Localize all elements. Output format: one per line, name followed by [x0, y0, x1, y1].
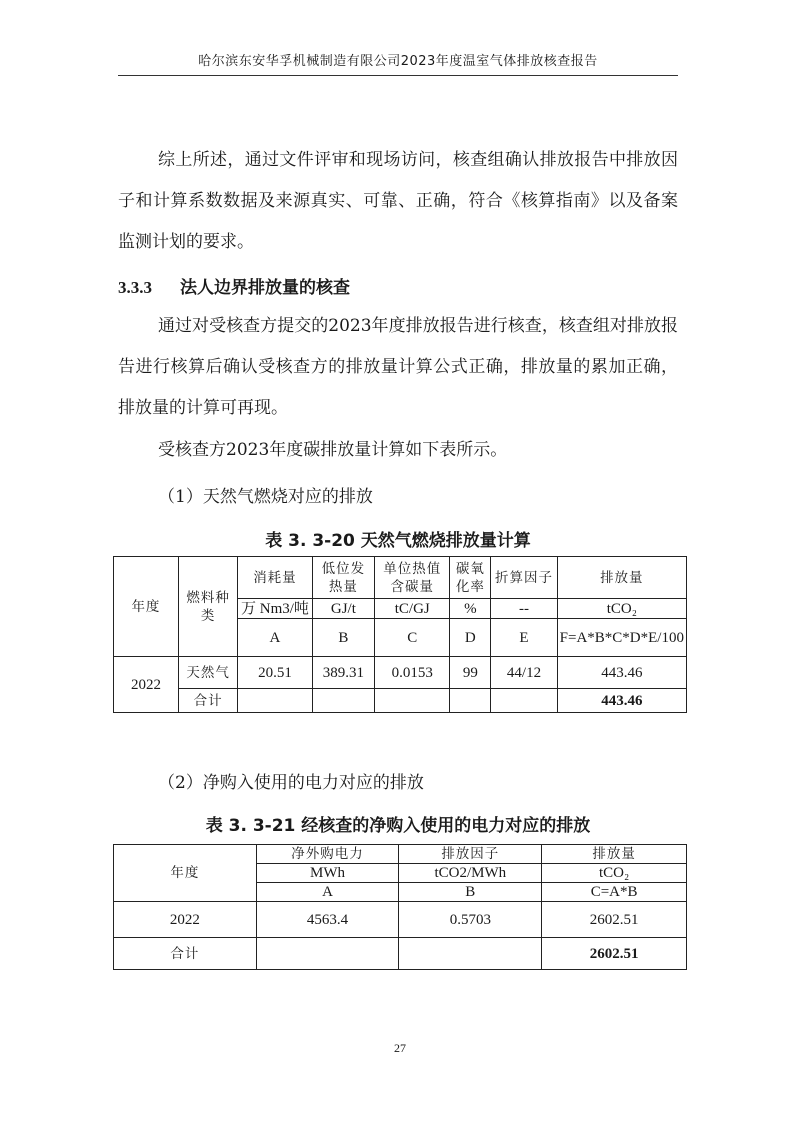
- page-header: 哈尔滨东安华孚机械制造有限公司2023年度温室气体排放核查报告: [198, 54, 598, 69]
- col-code: B: [399, 883, 542, 902]
- col-code: A: [256, 883, 399, 902]
- col-unit: tCO₂: [542, 864, 687, 883]
- col-code: C: [375, 619, 450, 657]
- row-value: 0.5703: [399, 902, 542, 938]
- col-code: F=A*B*C*D*E/100: [557, 619, 686, 657]
- col-code: B: [312, 619, 375, 657]
- empty-cell: [312, 689, 375, 713]
- total-label: 合计: [178, 689, 237, 713]
- empty-cell: [256, 938, 399, 970]
- col-unit: --: [491, 599, 557, 619]
- year-header: 年度: [114, 845, 257, 902]
- electricity-table: [113, 844, 687, 970]
- col-label: 排放因子: [399, 845, 542, 864]
- col-label: 低位发热量: [312, 557, 375, 599]
- empty-cell: [450, 689, 491, 713]
- col-label: 净外购电力: [256, 845, 399, 864]
- row-value: 0.0153: [375, 657, 450, 689]
- col-label: 消耗量: [238, 557, 312, 599]
- page-number: 27: [394, 1041, 406, 1055]
- row-year: 2022: [114, 902, 257, 938]
- row-value: 99: [450, 657, 491, 689]
- col-code: E: [491, 619, 557, 657]
- row-value: 2602.51: [542, 902, 687, 938]
- col-unit: tCO2/MWh: [399, 864, 542, 883]
- total-row: [114, 938, 687, 970]
- fuel-header: 燃料种类: [178, 557, 237, 657]
- col-code: A: [238, 619, 312, 657]
- col-code: D: [450, 619, 491, 657]
- section-number: 3.3.3: [118, 278, 152, 297]
- section-heading: [118, 273, 350, 298]
- paragraph-verification: 通过对受核查方提交的2023年度排放报告进行核查，核查组对排放报告进行核算后确认受核查方的排放量计算公式正确，排放量的累加正确，排放量的计算可再现。: [118, 316, 678, 418]
- subheading-natural-gas: （1）天然气燃烧对应的排放: [158, 487, 373, 507]
- total-label: 合计: [114, 938, 257, 970]
- table-row: [114, 902, 687, 938]
- col-unit: 万 Nm3/吨: [238, 599, 312, 619]
- total-row: [114, 689, 687, 713]
- col-code: C=A*B: [542, 883, 687, 902]
- total-value: 2602.51: [542, 938, 687, 970]
- row-value: 389.31: [312, 657, 375, 689]
- row-year: 2022: [114, 657, 179, 713]
- col-label: 排放量: [542, 845, 687, 864]
- row-value: 44/12: [491, 657, 557, 689]
- section-title: 法人边界排放量的核查: [180, 278, 350, 298]
- empty-cell: [491, 689, 557, 713]
- col-label: 单位热值含碳量: [375, 557, 450, 599]
- col-label: 排放量: [557, 557, 686, 599]
- col-unit: GJ/t: [312, 599, 375, 619]
- natural-gas-table: [113, 556, 687, 713]
- row-value: 4563.4: [256, 902, 399, 938]
- table-row: [114, 657, 687, 689]
- row-value: 20.51: [238, 657, 312, 689]
- col-unit: MWh: [256, 864, 399, 883]
- subheading-electricity: （2）净购入使用的电力对应的排放: [158, 773, 424, 793]
- empty-cell: [238, 689, 312, 713]
- row-value: 443.46: [557, 657, 686, 689]
- paragraph-summary: 综上所述，通过文件评审和现场访问，核查组确认排放报告中排放因子和计算系数数据及来源真实、可靠、正确，符合《核算指南》以及备案监测计划的要求。: [118, 150, 678, 252]
- table1-caption: 表 3. 3-20 天然气燃烧排放量计算: [265, 531, 531, 551]
- col-unit: %: [450, 599, 491, 619]
- table2-caption: 表 3. 3-21 经核查的净购入使用的电力对应的排放: [205, 816, 591, 836]
- total-value: 443.46: [557, 689, 686, 713]
- year-header: 年度: [114, 557, 179, 657]
- col-unit: tC/GJ: [375, 599, 450, 619]
- row-fuel: 天然气: [178, 657, 237, 689]
- col-label: 碳氧化率: [450, 557, 491, 599]
- paragraph-table-intro: 受核查方2023年度碳排放量计算如下表所示。: [158, 440, 508, 460]
- col-unit: tCO₂: [557, 599, 686, 619]
- col-label: 折算因子: [491, 557, 557, 599]
- empty-cell: [375, 689, 450, 713]
- header-rule: [118, 75, 678, 76]
- empty-cell: [399, 938, 542, 970]
